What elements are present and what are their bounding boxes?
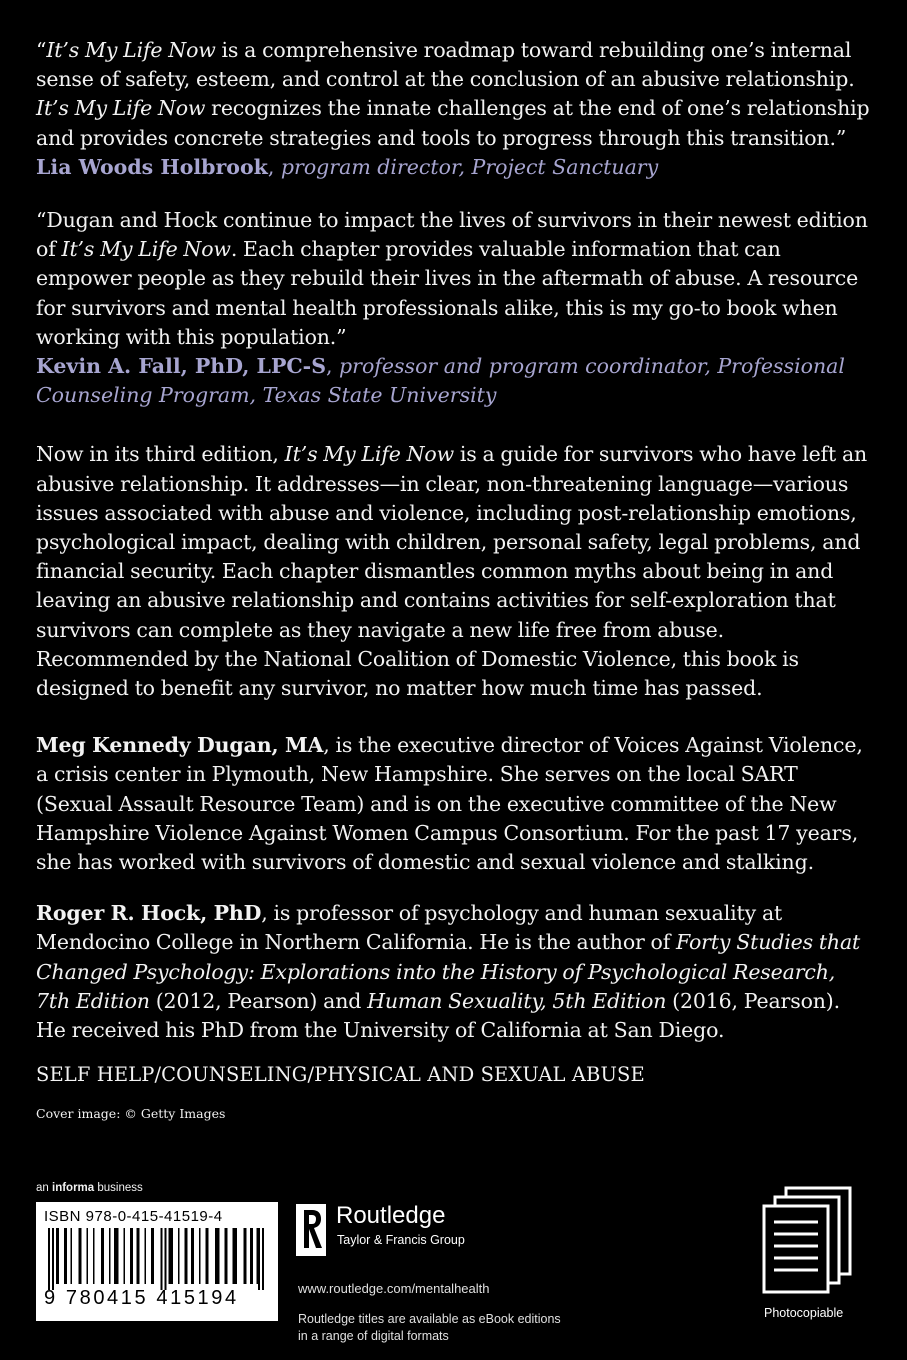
barcode-bar — [137, 1228, 140, 1284]
photocopy-pages-icon — [760, 1182, 862, 1302]
text-run: Now in its third edition, — [36, 442, 285, 467]
barcode-bar — [257, 1228, 259, 1284]
barcode-bar — [199, 1228, 201, 1284]
bold-run: Roger R. Hock, PhD — [36, 901, 262, 926]
barcode-bar — [225, 1228, 228, 1284]
informa-word: informa — [52, 1182, 95, 1194]
barcode-bars — [44, 1228, 270, 1290]
ebook-note-line-2: in a range of digital formats — [298, 1329, 449, 1343]
italic-title-run: It’s My Life Now — [61, 237, 231, 262]
barcode-bar — [114, 1228, 119, 1284]
book-description — [36, 440, 874, 703]
text-run: is a comprehensive roadmap toward rebuilding one’s internal sense of safety, esteem, and control at the conclusion of an abusive relationship. — [36, 38, 855, 92]
barcode-bar — [244, 1228, 247, 1284]
quote-1 — [36, 36, 874, 182]
subject-category: SELF HELP/COUNSELING/PHYSICAL AND SEXUAL ABUSE — [36, 1063, 645, 1087]
barcode-bar — [178, 1228, 180, 1284]
quote-2 — [36, 206, 874, 410]
barcode-bar — [48, 1228, 50, 1290]
quote-2-author: Kevin A. Fall, PhD, LPC-S — [36, 354, 326, 379]
ebook-note — [298, 1311, 598, 1345]
cover-image-credit: Cover image: © Getty Images — [36, 1106, 226, 1122]
barcode-bar — [262, 1228, 264, 1290]
informa-suffix: business — [94, 1182, 143, 1194]
italic-title-run: Forty Studies that Changed Psychology: Explorations into the History of Psychological Research, 7th Edition — [36, 930, 861, 1013]
barcode-bar — [71, 1228, 73, 1284]
barcode-number: 9 780415 415194 — [44, 1287, 239, 1309]
barcode-bar — [56, 1228, 59, 1284]
quote-2-attribution: Kevin A. Fall, PhD, LPC-S, professor and program coordinator, Professional Counseling Program, Texas State University — [36, 354, 845, 408]
publisher-url[interactable]: www.routledge.com/mentalhealth — [298, 1281, 490, 1296]
barcode-bar — [191, 1228, 194, 1284]
quote-2-text — [36, 206, 874, 352]
barcode-bar — [169, 1228, 174, 1284]
barcode-bar — [52, 1228, 54, 1290]
italic-title-run: It’s My Life Now — [36, 96, 206, 121]
quote-1-text — [36, 36, 874, 153]
barcode-bar — [250, 1228, 253, 1284]
italic-title-run: It’s My Life Now — [284, 442, 454, 467]
barcode-bar — [109, 1228, 111, 1284]
barcode-bar — [87, 1228, 89, 1284]
barcode-bar — [130, 1228, 133, 1284]
text-run: recognizes the innate challenges at the end of one’s relationship and provides concrete strategies and tools to progress through this transition.” — [36, 96, 870, 150]
barcode-bar — [161, 1228, 163, 1290]
barcode-bar — [93, 1228, 95, 1284]
barcode-bar — [215, 1228, 220, 1284]
author-bio-dugan — [36, 731, 874, 877]
barcode-bar — [206, 1228, 209, 1284]
informa-business-label — [36, 1182, 143, 1194]
barcode-bar — [258, 1228, 260, 1290]
barcode-bar — [233, 1228, 238, 1284]
text-run: (2012, Pearson) and — [149, 988, 368, 1013]
quote-1-attribution: Lia Woods Holbrook, program director, Project Sanctuary — [36, 154, 659, 179]
barcode-bar — [185, 1228, 188, 1284]
back-cover-footer — [36, 1182, 874, 1342]
informa-prefix: an — [36, 1182, 52, 1194]
barcode-bar — [165, 1228, 167, 1290]
text-run: “Dugan and Hock continue to impact the lives of survivors in their newest edition of — [36, 208, 868, 262]
text-run: “ — [36, 38, 47, 62]
publisher-subtitle: Taylor & Francis Group — [337, 1233, 465, 1247]
italic-title-run: It’s My Life Now — [46, 38, 216, 62]
text-run: , is the executive director of Voices Against Violence, a crisis center in Plymouth, New Hampshire. She serves on the local SART (Sexual Assault Resource Team) and is on the executive committee of the New Hampshire Violence Against Women Campus Consortium. For the past 17 years, she has worked with survivors of domestic and sexual violence and stalking. — [36, 733, 863, 875]
isbn-barcode — [36, 1202, 278, 1321]
barcode-bar — [79, 1228, 82, 1284]
italic-title-run: Human Sexuality, 5th Edition — [367, 988, 667, 1013]
text-run: is a guide for survivors who have left an abusive relationship. It addresses—in clear, non-threatening language—various issues associated with abuse and violence, including post-relationship emotions, psychological impact, dealing with children, personal safety, legal problems, and financial security. Each chapter dismantles common myths about being in and leaving an abusive relationship and contains activities for self-exploration that survivors can complete as they navigate a new life free from abuse. Recommended by the National Coalition of Domestic Violence, this book is designed to benefit any survivor, no matter how much time has passed. — [36, 442, 868, 701]
text-run: , is professor of psychology and human sexuality at Mendocino College in Northern California. He is the author of — [36, 901, 783, 955]
barcode-bar — [64, 1228, 67, 1284]
quote-1-author: Lia Woods Holbrook — [36, 154, 268, 179]
text-run: . Each chapter provides valuable information that can empower people as they rebuild their lives in the aftermath of abuse. A resource for survivors and mental health professionals alike, this is my go-to book when working with this population.” — [36, 237, 859, 349]
photocopiable-badge — [760, 1182, 862, 1332]
quote-1-role: program director, Project Sanctuary — [280, 154, 659, 179]
routledge-logo-icon — [296, 1204, 326, 1256]
isbn-label: ISBN 978-0-415-41519-4 — [44, 1208, 223, 1225]
text-run: (2016, Pearson). He received his PhD from the University of California at San Diego. — [36, 988, 841, 1043]
publisher-name: Routledge — [336, 1202, 446, 1229]
barcode-bar — [101, 1228, 104, 1284]
ebook-note-line-1: Routledge titles are available as eBook editions — [298, 1312, 561, 1326]
quote-2-role: professor and program coordinator, Professional Counseling Program, Texas State University — [36, 354, 845, 408]
bold-run: Meg Kennedy Dugan, MA — [36, 733, 324, 758]
barcode-bar — [145, 1228, 147, 1284]
barcode-bar — [124, 1228, 126, 1284]
author-bio-hock — [36, 899, 874, 1045]
barcode-bar — [151, 1228, 154, 1284]
photocopiable-label: Photocopiable — [764, 1306, 844, 1320]
back-cover-text — [36, 36, 874, 1121]
